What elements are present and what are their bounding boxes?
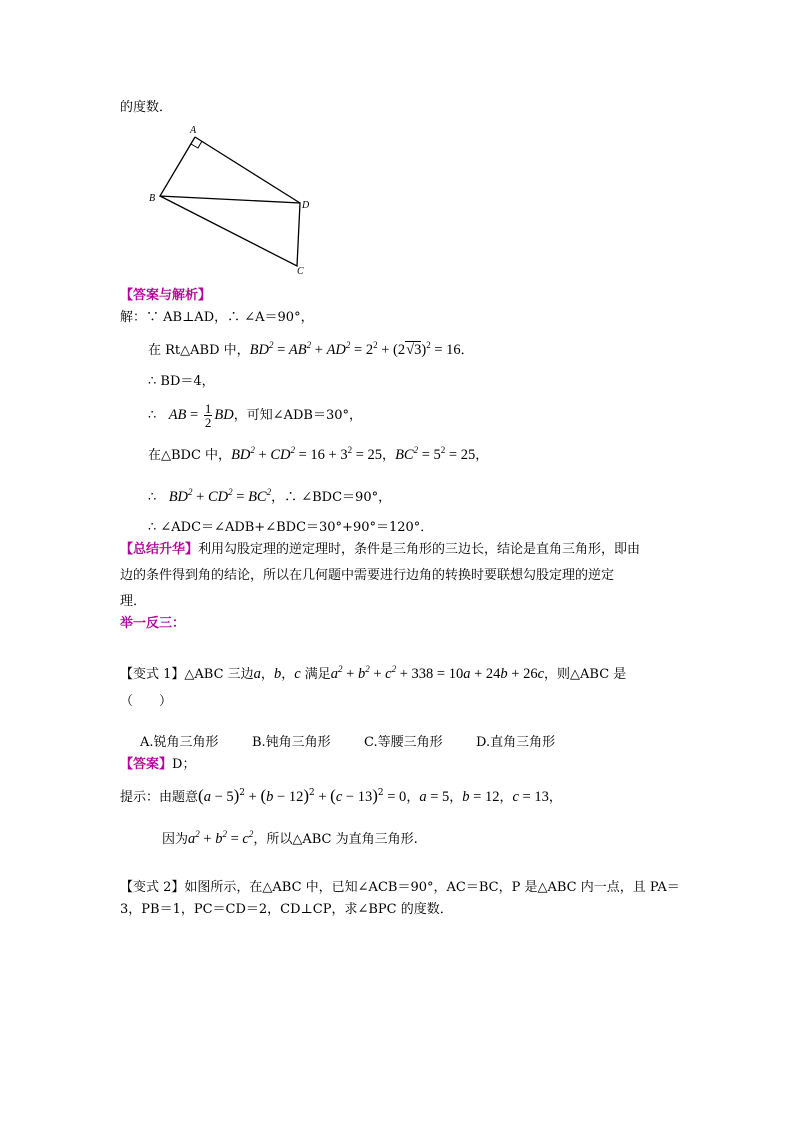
option-a: A.锐角三角形 bbox=[140, 735, 219, 750]
label-c: C bbox=[297, 266, 304, 277]
solution-line-2: 在 Rt△ABD 中，$BD^2 = AB^2 + AD^2 = 2^2 + (2√3)^2 = 16$． bbox=[148, 340, 474, 358]
variant-2-line-1: 【变式 2】如图所示，在△ABC 中，已知∠ACB＝90°，AC＝BC，P 是△ABC 内一点，且 PA＝ bbox=[120, 880, 680, 895]
summary-line-2: 边的条件得到角的结论，所以在几何题中需要进行边角的转换时要联想勾股定理的逆定 bbox=[120, 568, 615, 583]
solution-line-1: 解：∵ AB⊥AD，∴ ∠A＝90°， bbox=[120, 310, 314, 325]
variant-2-line-2: 3，PB＝1，PC＝CD＝2，CD⊥CP，求∠BPC 的度数． bbox=[120, 902, 453, 917]
solution-line-4: ∴ AB = $\frac{1}{2}$ BD，可知∠ADB＝30°， bbox=[148, 401, 362, 430]
option-d: D.直角三角形 bbox=[476, 735, 556, 750]
solution-line-5: 在△BDC 中，$BD^2 + CD^2 = 16 + 3^2 = 25$，$BC^2 = 5^2 = 25$， bbox=[148, 445, 489, 463]
variant-1-answer: 【答案】D； bbox=[120, 757, 196, 772]
intro-text: 的度数． bbox=[120, 100, 173, 115]
variant-1-question: 【变式 1】△ABC 三边a，b，c 满足$a^2 + b^2 + c^2 + 338 = 10a + 24b + 26c$，则△ABC 是 bbox=[120, 664, 627, 682]
label-b: B bbox=[149, 193, 156, 204]
figure-quadrilateral bbox=[160, 137, 300, 266]
solution-line-6: ∴ $BD^2 + CD^2 = BC^2$，∴ ∠BDC＝90°， bbox=[148, 487, 392, 505]
summary-line-3: 理． bbox=[120, 594, 147, 609]
because-line: 因为$a^2 + b^2 = c^2$，所以△ABC 为直角三角形. bbox=[162, 829, 418, 847]
variant-1-paren: （ ） bbox=[120, 694, 173, 709]
section-heading: 举一反三： bbox=[120, 616, 186, 631]
solution-line-7: ∴ ∠ADC＝∠ADB+∠BDC＝30°+90°＝120°． bbox=[148, 520, 434, 535]
label-d: D bbox=[302, 200, 310, 211]
option-c: C.等腰三角形 bbox=[364, 735, 443, 750]
option-b: B.钝角三角形 bbox=[252, 735, 331, 750]
label-a: A bbox=[190, 125, 197, 136]
geometry-figure bbox=[140, 120, 320, 280]
solution-line-3: ∴ BD＝4， bbox=[148, 374, 215, 389]
summary-line-1: 【总结升华】利用勾股定理的逆定理时，条件是三角形的三边长，结论是直角三角形，即由 bbox=[120, 542, 641, 557]
answer-header: 【答案与解析】 bbox=[120, 288, 212, 303]
figure-side-ad bbox=[195, 137, 300, 203]
hint-line: 提示：由题意$(a - 5)^2 + (b - 12)^2 + (c - 13)^2 = 0$，a = 5，b = 12，c = 13， bbox=[120, 786, 562, 805]
